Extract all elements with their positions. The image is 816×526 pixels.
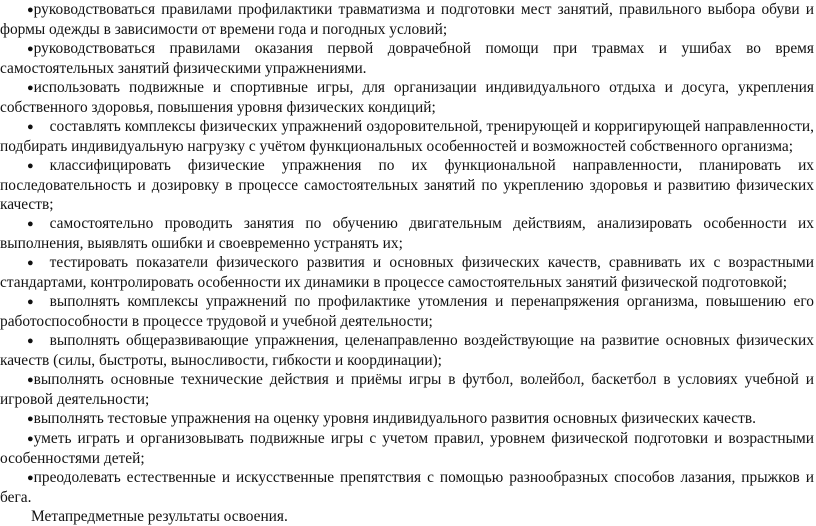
bullet-icon: ●: [27, 160, 34, 172]
list-item: [0, 429, 814, 468]
bullet-icon: ●: [27, 374, 34, 386]
list-item: [0, 253, 814, 292]
list-item: [0, 117, 814, 156]
bullet-icon: ●: [27, 121, 34, 133]
list-item: [0, 331, 814, 370]
list-item-text: выполнять комплексы упражнений по профилактике утомления и перенапряжения организма, повышению его работоспособности в процессе трудовой и учебной деятельности;: [0, 293, 814, 330]
bullet-icon: ●: [27, 4, 34, 16]
list-item-text: выполнять основные технические действия и приёмы игры в футбол, волейбол, баскетбол в условиях учебной и игровой деятельности;: [0, 371, 814, 408]
bullet-icon: ●: [27, 257, 34, 269]
list-item-text: тестировать показатели физического развития и основных физических качеств, сравнивать их с возрастными стандартами, контролировать особенности их динамики в процессе самостоятельных занятий физической подготовкой;: [0, 254, 814, 291]
bullet-icon: ●: [27, 218, 34, 230]
list-item: [0, 39, 814, 78]
list-item: [0, 409, 814, 429]
bullet-icon: ●: [27, 335, 34, 347]
list-item: [0, 370, 814, 409]
list-item: [0, 78, 814, 117]
bullet-icon: ●: [27, 472, 34, 484]
list-item-text: преодолевать естественные и искусственные препятствия с помощью разнообразных способов лазания, прыжков и бега.: [0, 469, 814, 506]
bullet-icon: ●: [27, 43, 34, 55]
list-item-text: руководствоваться правилами профилактики травматизма и подготовки мест занятий, правильного выбора обуви и формы одежды в зависимости от времени года и погодных условий;: [0, 1, 814, 38]
list-item: [0, 214, 814, 253]
bullet-icon: ●: [27, 82, 34, 94]
list-item-text: составлять комплексы физических упражнений оздоровительной, тренирующей и корригирующей направленности, подбирать индивидуальную нагрузку с учётом функциональных особенностей и возможностей собственного организма;: [0, 118, 814, 155]
bullet-icon: ●: [27, 296, 34, 308]
bullet-icon: ●: [27, 413, 34, 425]
list-item-text: руководствоваться правилами оказания первой доврачебной помощи при травмах и ушибах во время самостоятельных занятий физическими упражнениями.: [0, 40, 814, 77]
list-item-text: уметь играть и организовывать подвижные игры с учетом правил, уровнем физической подготовки и возрастными особенностями детей;: [0, 430, 814, 467]
list-item-text: использовать подвижные и спортивные игры, для организации индивидуального отдыха и досуга, укрепления собственного здоровья, повышения уровня физических кондиций;: [0, 79, 814, 116]
list-item: [0, 292, 814, 331]
list-item: [0, 156, 814, 214]
section-heading: Метапредметные результаты освоения.: [31, 508, 288, 525]
bullet-icon: ●: [27, 433, 34, 445]
list-item: [0, 468, 814, 507]
list-item: [0, 0, 814, 39]
list-item-text: самостоятельно проводить занятия по обучению двигательным действиям, анализировать особенности их выполнения, выявлять ошибки и своевременно устранять их;: [0, 215, 814, 252]
list-item-text: выполнять тестовые упражнения на оценку уровня индивидуального развития основных физических качеств.: [33, 410, 756, 427]
list-item-text: выполнять общеразвивающие упражнения, целенаправленно воздействующие на развитие основных физических качеств (силы, быстроты, выносливости, гибкости и координации);: [0, 332, 814, 369]
list-item-text: классифицировать физические упражнения по их функциональной направленности, планировать их последовательность и дозировку в процессе самостоятельных занятий по укреплению здоровья и развитию физических качеств;: [0, 157, 814, 213]
